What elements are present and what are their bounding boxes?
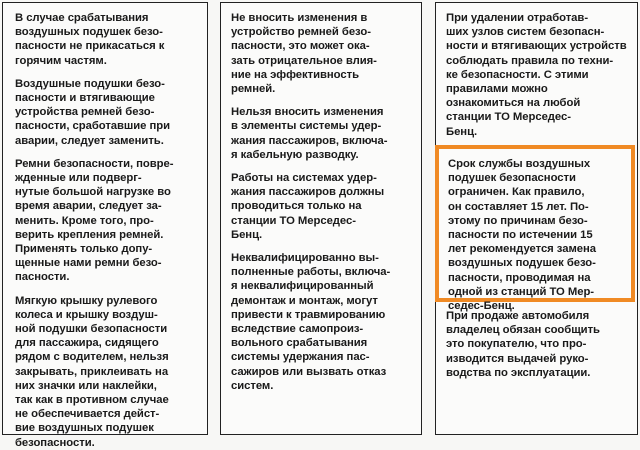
paragraph: Мягкую крышку рулевого колеса и крышку воздуш- ной подушки безопасности для пассажира, сидящего рядом с водителем, нельзя закрывать, приклеивать на них значки или наклейки, так как в противном случае не обеспечивается дейст- вие воздушных подушек безопасности. bbox=[15, 294, 169, 449]
paragraph: Нельзя вносить изменения в элементы системы удер- жания пассажиров, включа- я кабельную разводку. bbox=[231, 106, 388, 161]
paragraph: Не вносить изменения в устройство ремней безо- пасности, это может ока- зать отрицательное влия- ние на эффективность ремней. bbox=[231, 12, 377, 96]
paragraph: Неквалифицированно вы- полненные работы, включа- я неквалифицированный демонтаж и монтаж, могут привести к травмированию вследствие самопроиз- вольного срабатывания системы удержания пас- сажиров или вызвать отказ систем. bbox=[231, 252, 391, 392]
paragraph: Воздушные подушки безо- пасности и втягивающие устройства ремней безо- пасности, сработавшие при аварии, следует заменить. bbox=[15, 77, 171, 147]
paragraph: Работы на системах удер- жания пассажиров должны проводиться только на станции ТО Мерседес- Бенц. bbox=[231, 172, 385, 241]
paragraph: При продаже автомобиля владелец обязан сообщить это покупателю, что про- изводится выдачей руко- водства по эксплуатации. bbox=[446, 310, 600, 379]
notice-text: Срок службы воздушных подушек безопасности ограничен. Как правило, он составляет 15 лет. По- этому по причинам безо- пасности по истечении 15 лет рекомендуется замена воздушных подушек безо- пасности, проводимая на одной из станций ТО Мер- седес-Бенц. bbox=[448, 158, 597, 313]
column-left bbox=[2, 2, 208, 449]
highlighted-notice bbox=[435, 145, 635, 313]
column-middle bbox=[220, 2, 422, 435]
paragraph: В случае срабатывания воздушных подушек безо- пасности не прикасаться к горячим частям. bbox=[15, 12, 165, 67]
paragraph: При удалении отработав- ших узлов систем безопасн- ности и втягивающих устройств соблюдать правила по техни- ке безопасности. С этими правилами можно ознакомиться на любой станции ТО Мерседес- Бенц. bbox=[446, 12, 627, 138]
paragraph: Ремни безопасности, повре- жденные или подверг- нутые большой нагрузке во время аварии, следует за- менить. Кроме того, про- верить крепления ремней. Применять только допу- щенные нами ремни безо- пасности. bbox=[15, 157, 174, 284]
